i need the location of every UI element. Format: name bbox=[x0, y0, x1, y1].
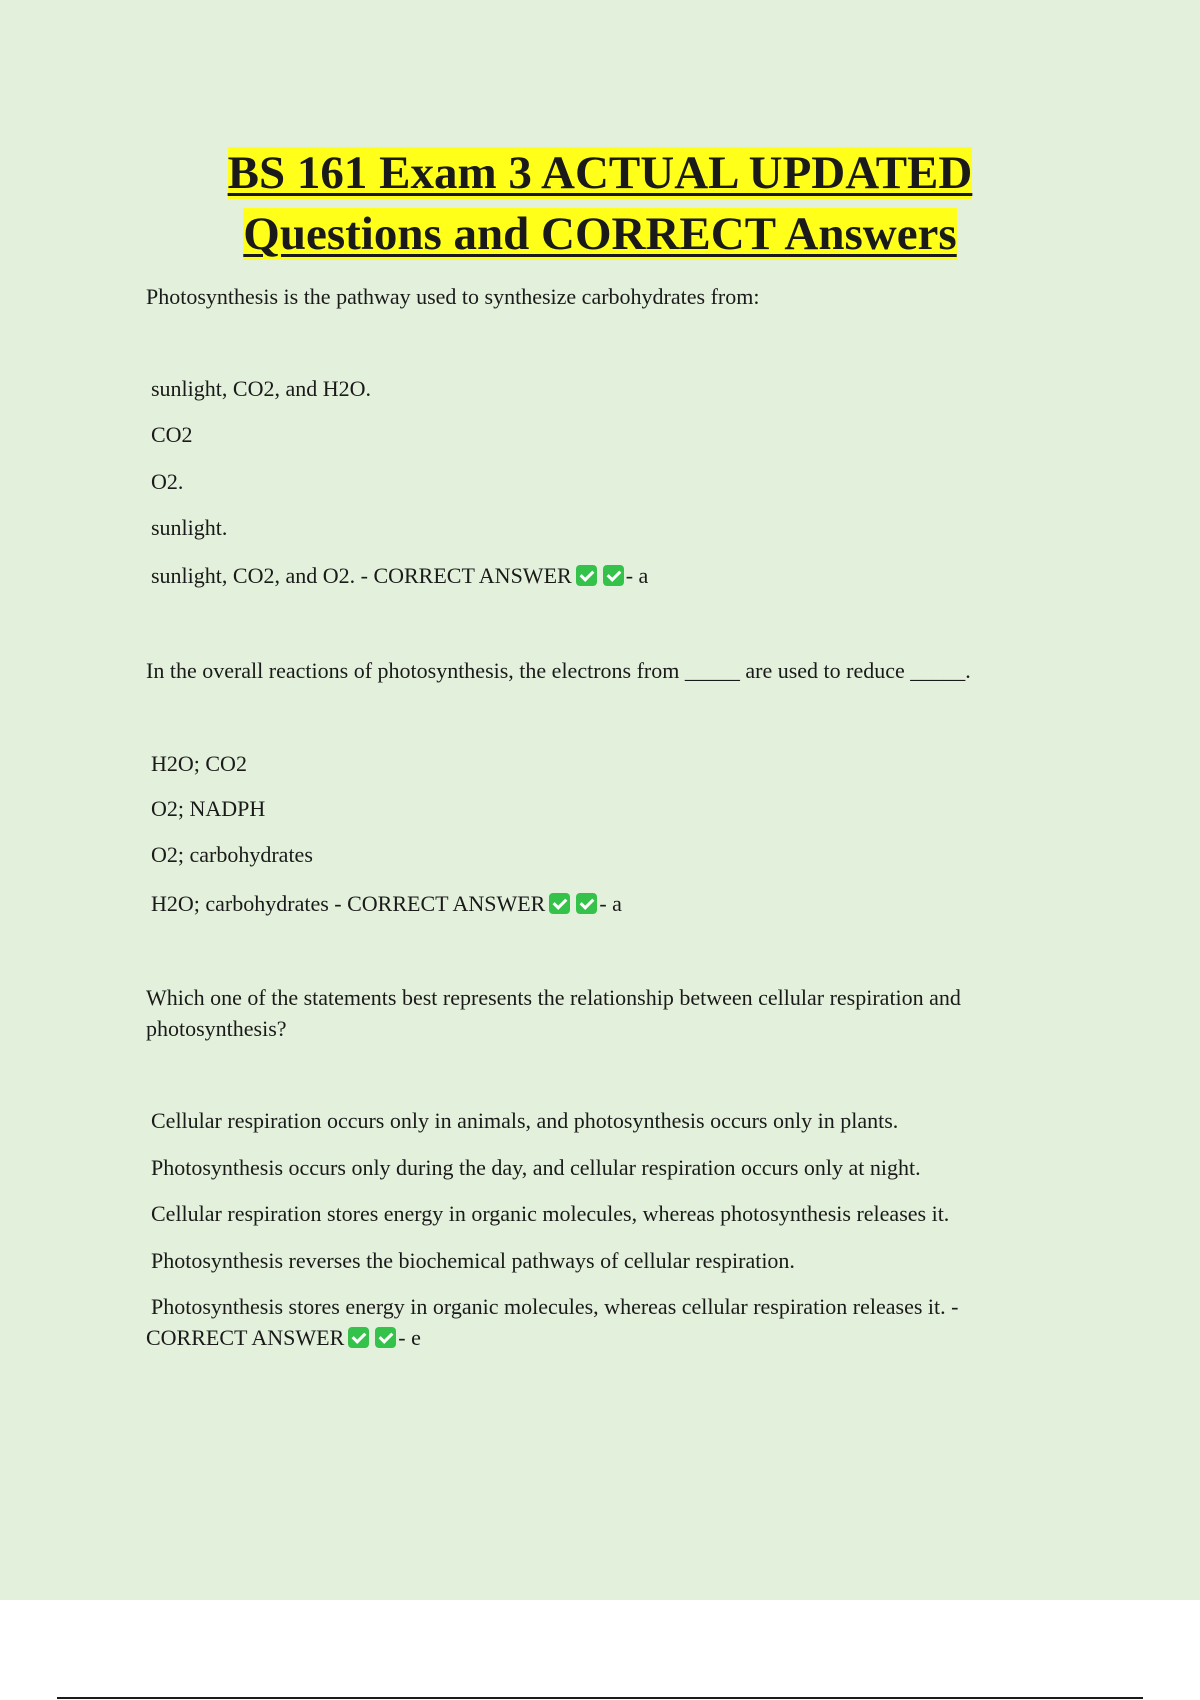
check-icon bbox=[576, 565, 597, 586]
document-title bbox=[0, 143, 1200, 265]
check-icon bbox=[348, 1327, 369, 1348]
question-2-answer-letter: - a bbox=[599, 891, 622, 916]
check-icon bbox=[549, 893, 570, 914]
question-1-option-c: O2. bbox=[151, 469, 184, 494]
question-3-option-e bbox=[146, 1291, 1061, 1353]
question-3-option-a: Cellular respiration occurs only in animals, and photosynthesis occurs only in plants. bbox=[151, 1108, 899, 1133]
question-3-correct-answer-text: Photosynthesis stores energy in organic molecules, whereas cellular respiration releases it. - CORRECT ANSWER bbox=[146, 1294, 959, 1350]
title-line-1: BS 161 Exam 3 ACTUAL UPDATED bbox=[227, 147, 973, 199]
question-1-option-d: sunlight. bbox=[151, 515, 228, 540]
check-icon bbox=[576, 893, 597, 914]
title-line-2: Questions and CORRECT Answers bbox=[243, 208, 957, 260]
question-2-option-a: H2O; CO2 bbox=[151, 751, 247, 776]
question-1-answer-letter: - a bbox=[625, 563, 649, 588]
question-2-option-b: O2; NADPH bbox=[151, 796, 266, 821]
question-3-option-b: Photosynthesis occurs only during the day, and cellular respiration occurs only at night. bbox=[151, 1155, 921, 1180]
footer-divider bbox=[57, 1697, 1143, 1699]
question-2-option-d bbox=[151, 888, 1066, 919]
check-icon bbox=[375, 1327, 396, 1348]
question-2-correct-answer-text: H2O; carbohydrates - CORRECT ANSWER bbox=[151, 891, 546, 916]
question-1-option-e bbox=[151, 560, 1066, 591]
check-icon bbox=[603, 565, 624, 586]
question-1-correct-answer-text: sunlight, CO2, and O2. - CORRECT ANSWER bbox=[151, 563, 572, 588]
question-1-option-a: sunlight, CO2, and H2O. bbox=[151, 376, 371, 401]
question-1-text: Photosynthesis is the pathway used to synthesize carbohydrates from: bbox=[146, 284, 760, 309]
question-1-option-b: CO2 bbox=[151, 422, 193, 447]
question-2-option-c: O2; carbohydrates bbox=[151, 842, 313, 867]
question-3-option-d: Photosynthesis reverses the biochemical pathways of cellular respiration. bbox=[151, 1248, 795, 1273]
question-3-text: Which one of the statements best represents the relationship between cellular respiration and photosynthesis? bbox=[146, 985, 961, 1041]
question-3-answer-letter: - e bbox=[398, 1325, 421, 1350]
question-2-text: In the overall reactions of photosynthesis, the electrons from _____ are used to reduce _____. bbox=[146, 658, 971, 683]
question-3-option-c: Cellular respiration stores energy in organic molecules, whereas photosynthesis releases it. bbox=[151, 1201, 950, 1226]
